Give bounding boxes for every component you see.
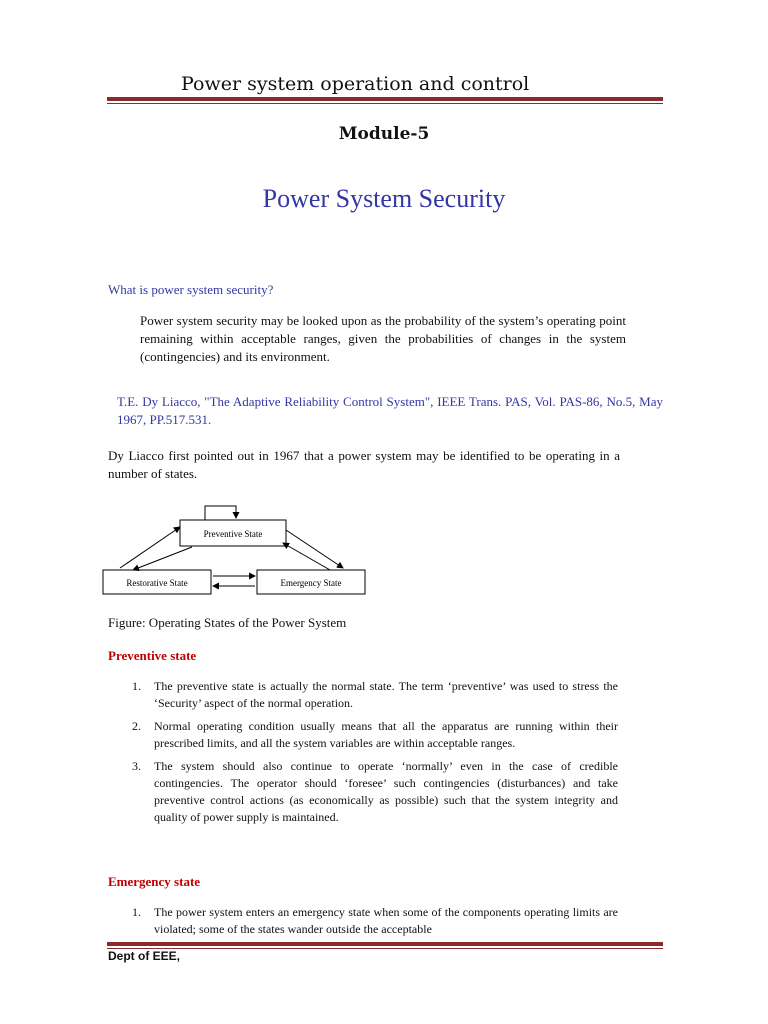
preventive-to-restorative-arrow (133, 547, 192, 570)
question-heading: What is power system security? (108, 282, 274, 297)
page-footer: Dept of EEE, (108, 949, 181, 963)
footer-rule (107, 942, 663, 946)
intro-paragraph: Dy Liacco first pointed out in 1967 that a power system may be identified to be operating in a number of states. (108, 448, 620, 481)
emergency-state-label: Emergency State (280, 578, 342, 588)
restorative-to-preventive-arrow (120, 527, 180, 568)
preventive-to-emergency-arrow (286, 530, 343, 568)
emergency-state-list (108, 904, 618, 942)
definition-paragraph: Power system security may be looked upon as the probability of the system’s operating point remaining within acceptable ranges, given the probabilities of changes in the system (contingencies) and its environment. (140, 313, 626, 364)
module-label: Module-5 (338, 124, 430, 144)
list-item: 3. The system should also continue to operate ‘normally’ even in the case of credible contingencies. The operator should ‘foresee’ such contingencies (disturbances) and take preventive control actions (as economically as possible) such that the system integrity and quality of power supply is maintained. (132, 759, 618, 824)
list-item: 2. Normal operating condition usually means that all the apparatus are running within their prescribed limits, and all the system variables are within acceptable ranges. (132, 719, 618, 750)
preventive-state-heading: Preventive state (108, 648, 197, 663)
page-title: Power System Security (262, 184, 506, 213)
restorative-state-label: Restorative State (126, 578, 188, 588)
running-header: Power system operation and control (181, 73, 530, 95)
figure-caption: Figure: Operating States of the Power System (108, 615, 347, 630)
page-clip (0, 880, 768, 942)
emergency-state-heading: Emergency state (108, 874, 201, 889)
preventive-state-label: Preventive State (203, 529, 263, 539)
emergency-to-preventive-arrow (283, 543, 330, 570)
footer-rule-thin (107, 948, 663, 949)
preventive-state-list (108, 678, 618, 832)
self-loop-arrow (205, 506, 236, 520)
list-item: 1. The preventive state is actually the normal state. The term ‘preventive’ was used to stress the ‘Security’ aspect of the normal operation. (132, 679, 618, 710)
list-item: 1. The power system enters an emergency state when some of the components operating limits are violated; some of the states wander outside the acceptable (132, 905, 618, 936)
reference-citation: T.E. Dy Liacco, "The Adaptive Reliability Control System", IEEE Trans. PAS, Vol. PAS-86, No.5, May 1967, PP.517.531. (117, 394, 663, 427)
